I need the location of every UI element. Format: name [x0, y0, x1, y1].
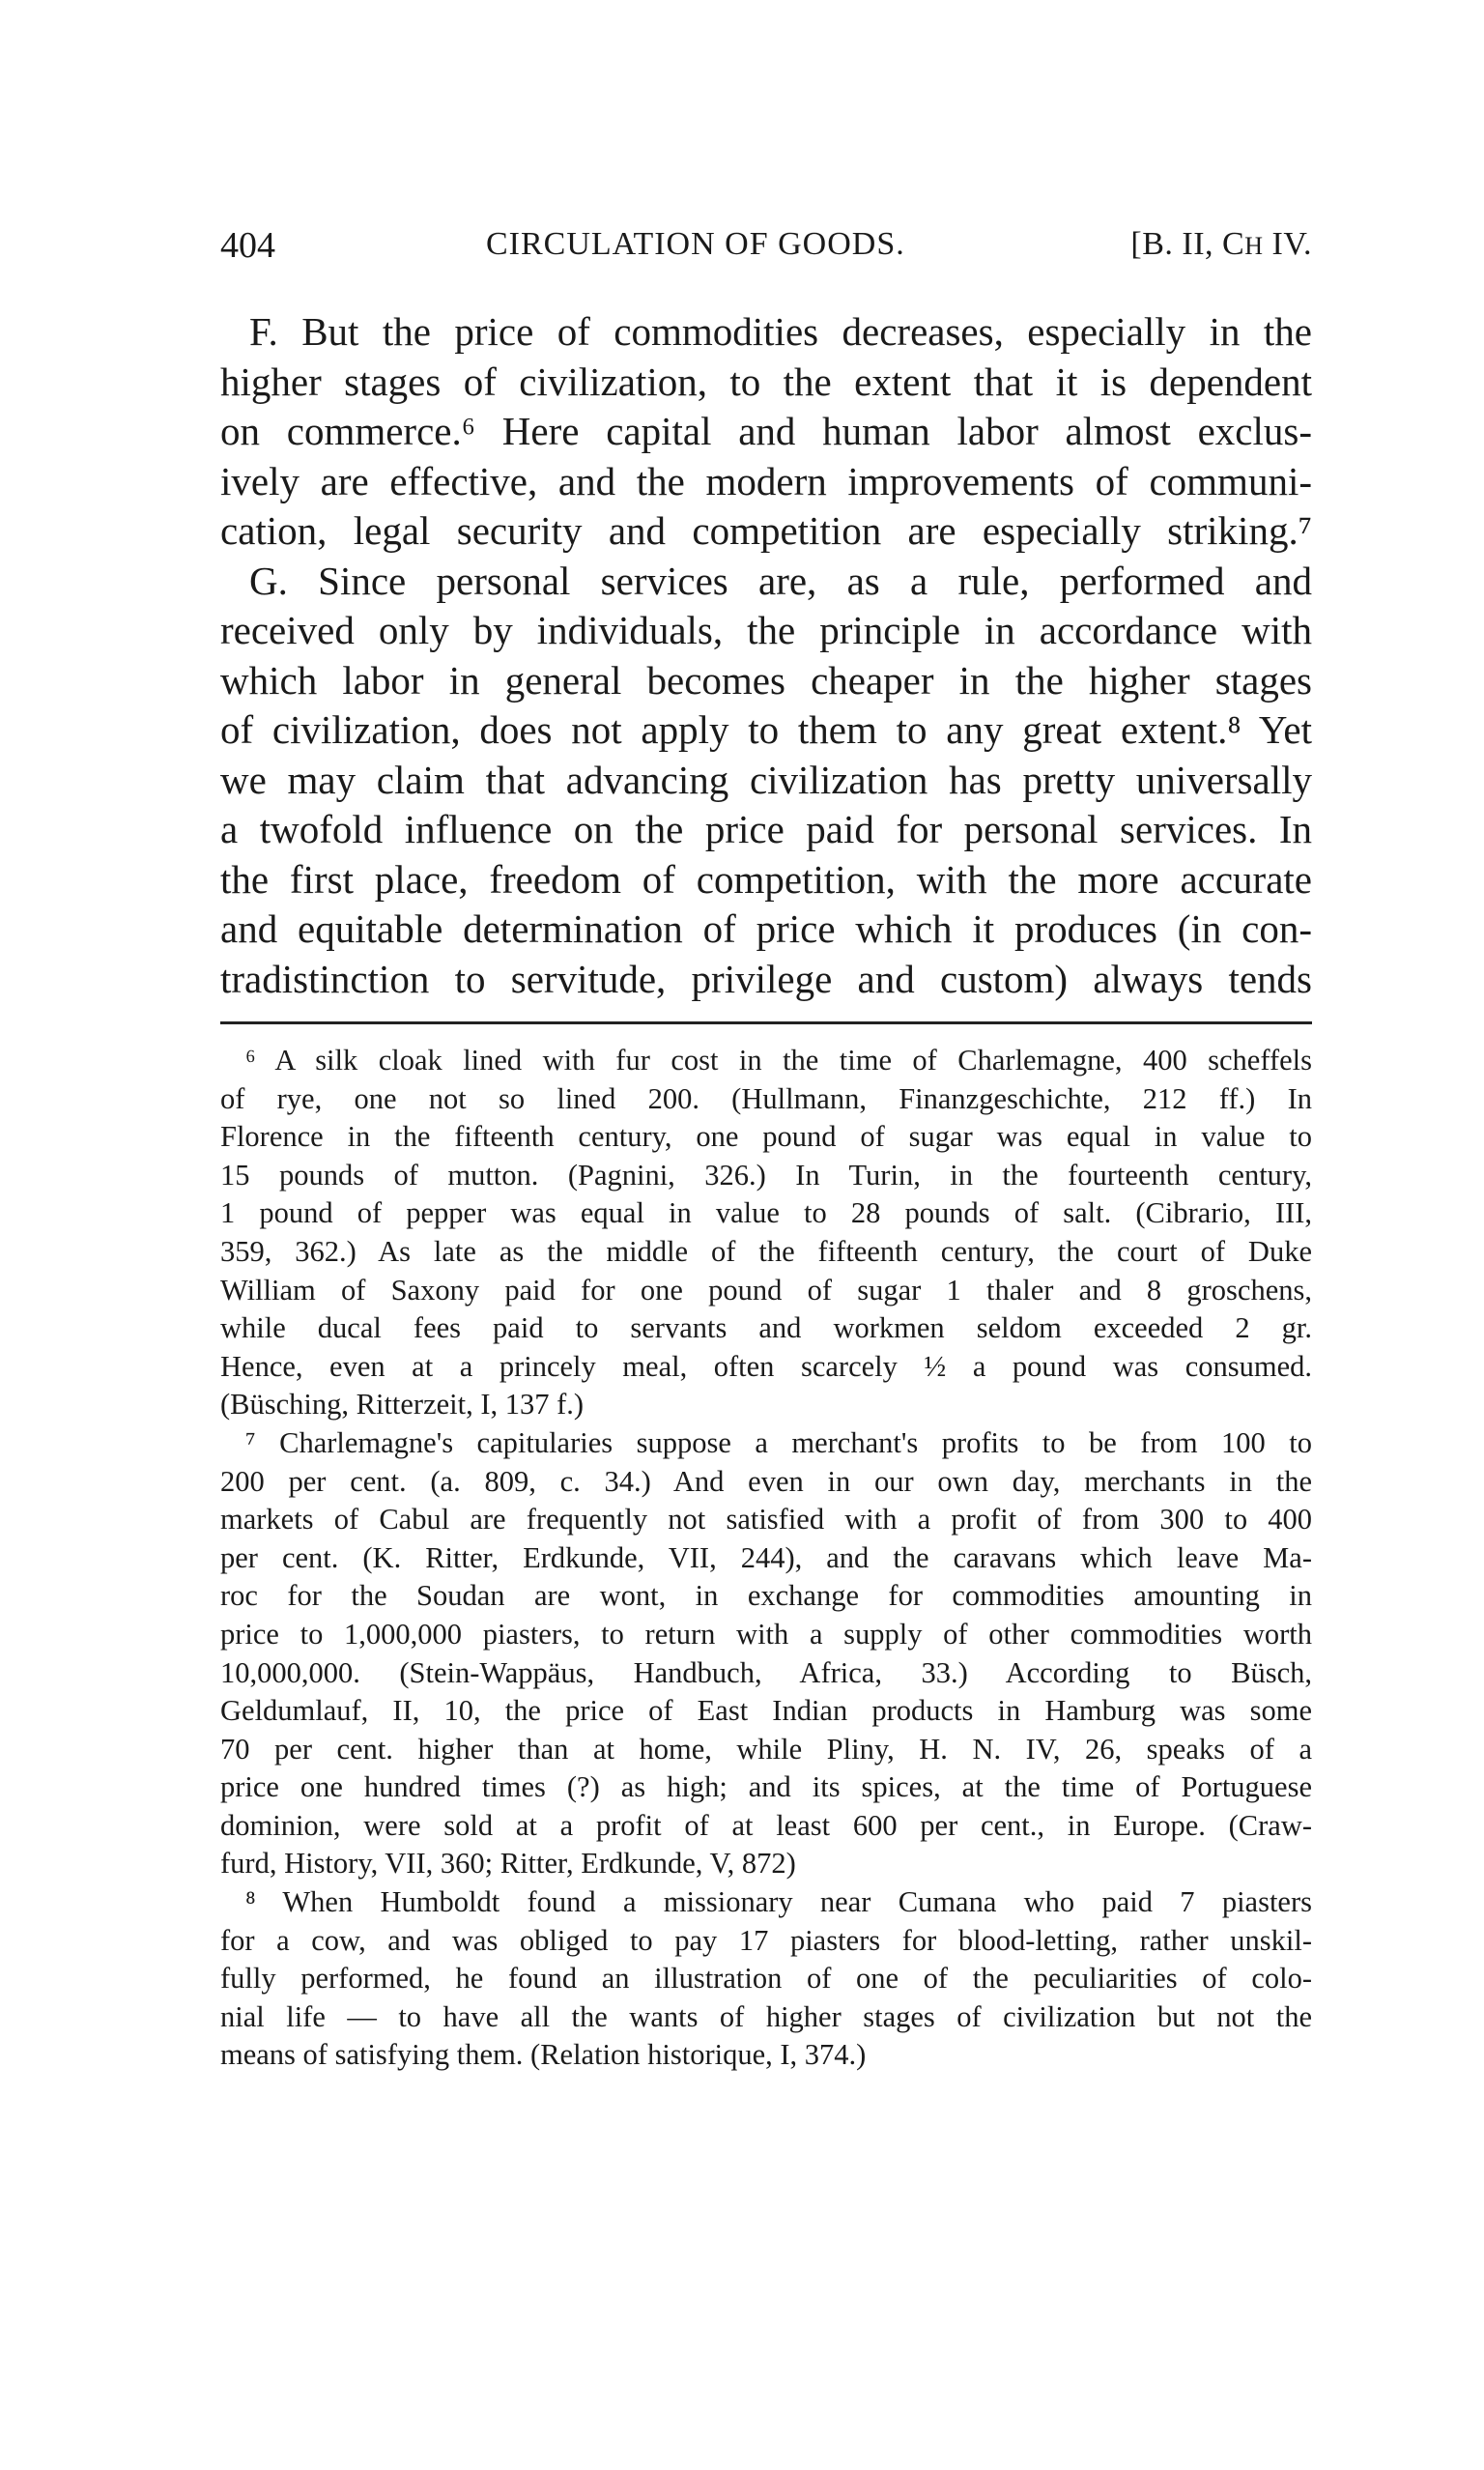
chapter-ref-suffix: IV. — [1263, 226, 1312, 262]
text-line: received only by individuals, the principle in accordance with — [220, 608, 1312, 652]
chapter-ref-small: H — [1244, 232, 1264, 260]
footnotes — [220, 1042, 1312, 2075]
footnote-line: means of satisfying them. (Relation historique, I, 374.) — [220, 2038, 867, 2072]
footnote-line: nial life — to have all the wants of higher stages of civilization but not the — [220, 1999, 1312, 2033]
footnote-line: markets of Cabul are frequently not satisfied with a profit of from 300 to 400 — [220, 1503, 1312, 1537]
footnote-divider — [220, 1021, 1312, 1024]
footnote-line: furd, History, VII, 360; Ritter, Erdkunde, V, 872) — [220, 1847, 796, 1881]
footnote-line: ⁸ When Humboldt found a missionary near Cumana who paid 7 piasters — [245, 1885, 1312, 1919]
text-line: of civilization, does not apply to them to any great extent.⁸ Yet — [220, 707, 1312, 752]
text-line: on commerce.⁶ Here capital and human labor almost exclus- — [220, 409, 1312, 453]
footnote-line: of rye, one not so lined 200. (Hullmann, Finanzgeschichte, 212 ff.) In — [220, 1081, 1312, 1115]
footnote-line: roc for the Soudan are wont, in exchange for commodities amounting in — [220, 1579, 1312, 1613]
main-text — [220, 307, 1312, 1004]
page-number: 404 — [220, 225, 275, 266]
footnote-line: Florence in the fifteenth century, one pound of sugar was equal in value to — [220, 1120, 1312, 1154]
text-line: tradistinction to servitude, privilege and custom) always tends — [220, 956, 1312, 1001]
footnote-line: Geldumlauf, II, 10, the price of East Indian products in Hamburg was some — [220, 1694, 1312, 1728]
footnote-line: 10,000,000. (Stein-Wappäus, Handbuch, Africa, 33.) According to Büsch, — [220, 1655, 1312, 1689]
text-line: F. But the price of commodities decreases, especially in the — [249, 309, 1312, 354]
footnote-line: while ducal fees paid to servants and workmen seldom exceeded 2 gr. — [220, 1311, 1312, 1345]
footnote-line: 15 pounds of mutton. (Pagnini, 326.) In Turin, in the fourteenth century, — [220, 1158, 1312, 1192]
text-line: G. Since personal services are, as a rule, performed and — [249, 558, 1312, 603]
footnote-line: Hence, even at a princely meal, often scarcely ½ a pound was consumed. — [220, 1349, 1312, 1383]
text-line: which labor in general becomes cheaper in the higher stages — [220, 657, 1312, 703]
text-line: and equitable determination of price which it produces (in con- — [220, 906, 1312, 951]
running-title: CIRCULATION OF GOODS. — [486, 226, 905, 262]
running-header — [220, 224, 1312, 273]
footnote-line: (Büsching, Ritterzeit, I, 137 f.) — [220, 1388, 585, 1422]
footnote-line: for a cow, and was obliged to pay 17 piasters for blood-letting, rather unskil- — [220, 1923, 1312, 1957]
text-line: cation, legal security and competition are especially striking.⁷ — [220, 508, 1312, 553]
text-line: we may claim that advancing civilization has pretty universally — [220, 757, 1312, 802]
text-line: higher stages of civilization, to the extent that it is dependent — [220, 359, 1312, 404]
footnote-line: per cent. (K. Ritter, Erdkunde, VII, 244), and the caravans which leave Ma- — [220, 1540, 1312, 1574]
text-line: the first place, freedom of competition, with the more accurate — [220, 856, 1312, 902]
footnote-line: price to 1,000,000 piasters, to return with a supply of other commodities worth — [220, 1617, 1312, 1651]
footnote-line: ⁶ A silk cloak lined with fur cost in the time of Charlemagne, 400 scheffels — [245, 1044, 1312, 1077]
chapter-reference — [1130, 226, 1312, 263]
text-line: ively are effective, and the modern improvements of communi- — [220, 458, 1312, 503]
footnote-line: 200 per cent. (a. 809, c. 34.) And even in our own day, merchants in the — [220, 1464, 1312, 1498]
footnote-line: 359, 362.) As late as the middle of the fifteenth century, the court of Duke — [220, 1234, 1312, 1268]
footnote-line: ⁷ Charlemagne's capitularies suppose a merchant's profits to be from 100 to — [245, 1425, 1312, 1459]
text-line: a twofold influence on the price paid for personal services. In — [220, 807, 1312, 851]
footnote-line: dominion, were sold at a profit of at least 600 per cent., in Europe. (Craw- — [220, 1808, 1312, 1842]
footnote-line: 70 per cent. higher than at home, while Pliny, H. N. IV, 26, speaks of a — [220, 1732, 1312, 1766]
footnote-line: fully performed, he found an illustration of one of the peculiarities of colo- — [220, 1962, 1312, 1996]
footnote-line: price one hundred times (?) as high; and its spices, at the time of Portuguese — [220, 1770, 1312, 1804]
chapter-ref-prefix: [B. II, C — [1130, 226, 1245, 262]
footnote-line: 1 pound of pepper was equal in value to 28 pounds of salt. (Cibrario, III, — [220, 1196, 1312, 1230]
footnote-line: William of Saxony paid for one pound of sugar 1 thaler and 8 groschens, — [220, 1273, 1312, 1307]
